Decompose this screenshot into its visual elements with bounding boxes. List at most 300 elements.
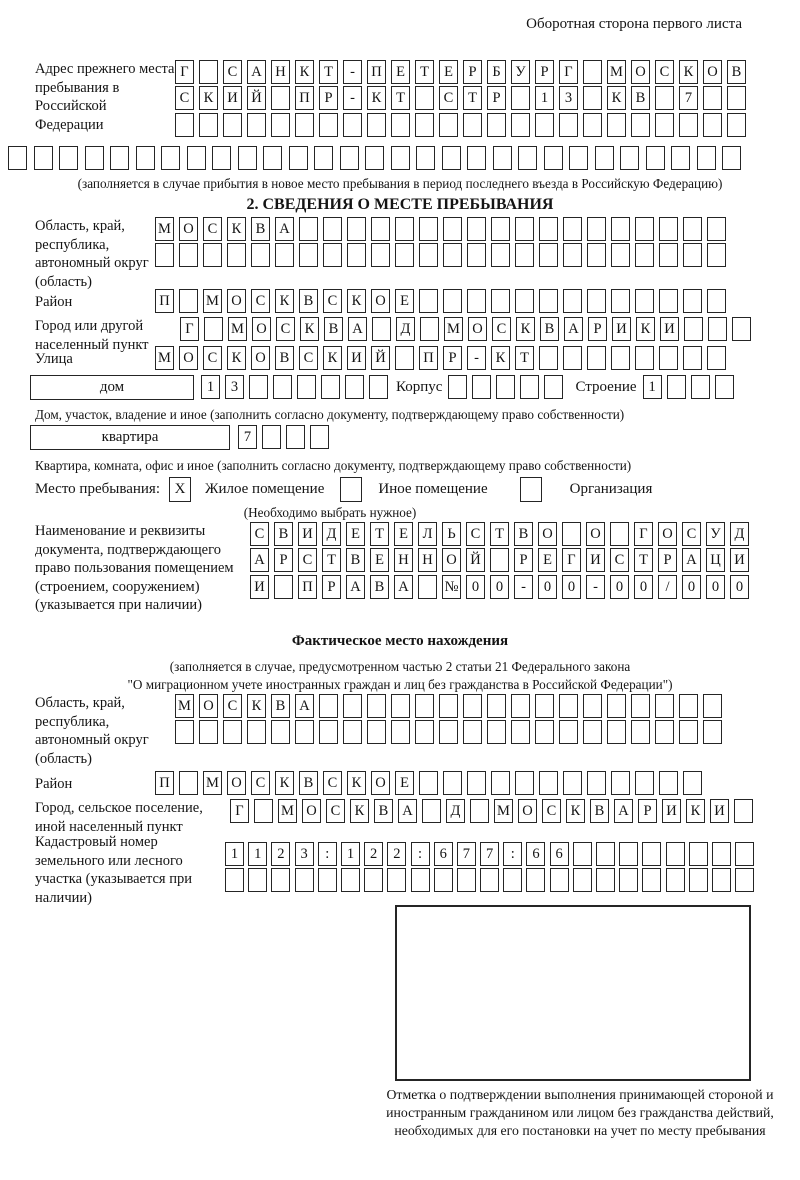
char-cell [443,217,462,241]
char-cell [395,346,414,370]
char-cell: Н [394,548,413,572]
char-cell [299,243,318,267]
char-cell: Т [490,522,509,546]
street-label: Улица [35,351,73,367]
char-cell [273,375,292,399]
char-cell: / [658,575,677,599]
checkbox-organizatsiya [520,477,542,502]
char-cell [539,771,558,795]
char-cell [607,113,626,137]
char-cell [703,694,722,718]
char-cell [319,694,338,718]
char-cell [295,113,314,137]
char-cell: О [586,522,605,546]
char-cell [683,289,702,313]
house-caption: Дом, участок, владение и иное (заполнить согласно документу, подтверждающему право собственности) [35,407,625,422]
char-cell: Е [370,548,389,572]
actual-location-caption-1: (заполняется в случае, предусмотренном частью 2 статьи 21 Федерального закона [169,659,631,674]
char-cell [631,694,650,718]
char-cell [463,720,482,744]
char-cell [415,86,434,110]
char-cell: А [295,694,314,718]
char-cell [463,113,482,137]
char-cell [223,720,242,744]
char-cell [611,289,630,313]
char-cell [635,346,654,370]
char-cell [254,799,273,823]
actual-city-field [35,799,753,836]
char-cell [535,113,554,137]
char-cell [271,720,290,744]
char-cell [487,694,506,718]
char-cell [595,146,614,170]
char-cell: С [682,522,701,546]
char-cell: О [227,771,246,795]
region-field [35,217,726,291]
char-cell: О [658,522,677,546]
char-cell: С [276,317,295,341]
char-cell [247,720,266,744]
char-cell [487,720,506,744]
char-cell [310,425,329,449]
char-cell [735,842,754,866]
char-cell: Д [322,522,341,546]
char-cell: О [199,694,218,718]
char-cell [511,694,530,718]
char-cell [583,720,602,744]
house-number-cells [201,375,388,399]
char-cell [491,217,510,241]
char-cell: Г [562,548,581,572]
actual-region-row-1 [175,694,722,718]
char-cell [583,60,602,84]
char-cell [345,375,364,399]
char-cell: К [607,86,626,110]
char-cell: У [706,522,725,546]
char-cell: Р [658,548,677,572]
char-cell [727,86,746,110]
char-cell: М [203,289,222,313]
char-cell [463,694,482,718]
prev-address-field [35,60,746,139]
char-cell [415,113,434,137]
char-cell [387,868,406,892]
char-cell: С [439,86,458,110]
char-cell [642,842,661,866]
char-cell: Р [638,799,657,823]
char-cell: Е [391,60,410,84]
char-cell [684,317,703,341]
char-cell: С [492,317,511,341]
char-cell [734,799,753,823]
cadastral-row-2 [225,868,754,892]
district-label: Район [35,294,73,310]
char-cell: И [586,548,605,572]
char-cell [679,720,698,744]
char-cell: И [347,346,366,370]
char-cell [263,146,282,170]
char-cell [420,317,439,341]
char-cell: М [155,217,174,241]
char-cell: С [251,771,270,795]
char-cell: 0 [610,575,629,599]
char-cell [347,217,366,241]
char-cell [659,243,678,267]
char-cell: М [444,317,463,341]
char-cell [611,243,630,267]
char-cell [247,113,266,137]
char-cell [419,771,438,795]
street-row [155,346,726,370]
city-label: Город или другой населенный пункт [35,318,149,353]
checkbox-inoe [340,477,362,502]
char-cell: М [175,694,194,718]
char-cell: К [323,346,342,370]
char-cell [271,113,290,137]
char-cell [493,146,512,170]
char-cell [550,868,569,892]
char-cell: О [703,60,722,84]
char-cell [563,289,582,313]
char-cell [319,720,338,744]
char-cell [583,86,602,110]
prev-address-row-2 [175,86,746,110]
char-cell [439,720,458,744]
char-cell [161,146,180,170]
char-cell [443,289,462,313]
char-cell: В [370,575,389,599]
char-cell: П [419,346,438,370]
char-cell [655,113,674,137]
char-cell [573,868,592,892]
char-cell [343,694,362,718]
char-cell [631,720,650,744]
char-cell [620,146,639,170]
char-cell [419,289,438,313]
char-cell [371,243,390,267]
char-cell [496,375,515,399]
char-cell [712,842,731,866]
char-cell [569,146,588,170]
char-cell [544,146,563,170]
char-cell [610,522,629,546]
char-cell [691,375,710,399]
confirmation-stamp-box [395,905,751,1081]
char-cell [318,868,337,892]
char-cell: А [398,799,417,823]
char-cell [467,146,486,170]
region-row-1 [155,217,726,241]
char-cell: А [250,548,269,572]
char-cell: Г [634,522,653,546]
char-cell [491,243,510,267]
char-cell: Й [466,548,485,572]
char-cell [448,375,467,399]
char-cell: К [350,799,369,823]
char-cell [439,694,458,718]
char-cell [583,694,602,718]
char-cell [518,146,537,170]
char-cell: 7 [679,86,698,110]
char-cell: Г [175,60,194,84]
char-cell [631,113,650,137]
char-cell [271,86,290,110]
char-cell [659,289,678,313]
prev-address-row-4 [8,146,741,170]
char-cell [683,217,702,241]
char-cell: С [298,548,317,572]
char-cell: 1 [535,86,554,110]
char-cell [187,146,206,170]
char-cell: 0 [466,575,485,599]
char-cell: К [516,317,535,341]
char-cell: 0 [538,575,557,599]
char-cell [372,317,391,341]
char-cell: О [442,548,461,572]
char-cell [487,113,506,137]
char-cell [511,113,530,137]
prev-address-caption: (заполняется в случае прибытия в новое место пребывания в период последнего въезда в Российскую Федерацию) [77,176,723,191]
char-cell [515,217,534,241]
char-cell [467,289,486,313]
char-cell: У [511,60,530,84]
char-cell [655,86,674,110]
char-cell: О [371,289,390,313]
char-cell: С [323,289,342,313]
char-cell [340,146,359,170]
char-cell: Р [322,575,341,599]
char-cell: К [686,799,705,823]
char-cell [679,113,698,137]
char-cell: К [247,694,266,718]
char-cell: 7 [457,842,476,866]
char-cell [587,346,606,370]
char-cell: Т [634,548,653,572]
char-cell: С [250,522,269,546]
char-cell: С [203,217,222,241]
char-cell: Д [396,317,415,341]
char-cell: : [503,842,522,866]
char-cell [179,771,198,795]
char-cell: 3 [295,842,314,866]
char-cell [535,694,554,718]
char-cell [286,425,305,449]
char-cell: В [374,799,393,823]
char-cell [251,243,270,267]
char-cell: 0 [682,575,701,599]
char-cell: К [347,771,366,795]
char-cell: Д [446,799,465,823]
char-cell: С [299,346,318,370]
char-cell [703,86,722,110]
char-cell: 1 [225,842,244,866]
char-cell: С [203,346,222,370]
char-cell [559,113,578,137]
char-cell [8,146,27,170]
char-cell [683,243,702,267]
char-cell: К [275,771,294,795]
char-cell: С [466,522,485,546]
char-cell: А [346,575,365,599]
document-field [35,522,749,615]
char-cell [587,243,606,267]
char-cell [712,868,731,892]
char-cell [607,720,626,744]
char-cell: К [679,60,698,84]
char-cell: Т [463,86,482,110]
char-cell [491,289,510,313]
char-cell [642,868,661,892]
district-field [35,289,726,315]
char-cell: О [468,317,487,341]
char-cell [467,771,486,795]
char-cell: С [326,799,345,823]
char-cell [689,842,708,866]
char-cell: Т [415,60,434,84]
char-cell: С [175,86,194,110]
char-cell: К [367,86,386,110]
char-cell: Р [588,317,607,341]
char-cell [295,720,314,744]
char-cell [635,289,654,313]
char-cell: А [394,575,413,599]
char-cell [646,146,665,170]
char-cell: Т [515,346,534,370]
char-cell: М [203,771,222,795]
char-cell: С [610,548,629,572]
char-cell: О [251,346,270,370]
char-cell [199,720,218,744]
char-cell: Р [535,60,554,84]
char-cell: К [227,217,246,241]
char-cell: К [300,317,319,341]
char-cell: С [323,771,342,795]
street-field [35,346,726,372]
char-cell: Г [230,799,249,823]
char-cell: П [155,771,174,795]
house-box [30,375,194,400]
char-cell: : [318,842,337,866]
char-cell [703,113,722,137]
stay-type-row [35,477,652,502]
char-cell: Р [319,86,338,110]
actual-district-label-text: Район [35,776,73,792]
char-cell: № [442,575,461,599]
char-cell [659,346,678,370]
char-cell [635,771,654,795]
char-cell [323,217,342,241]
char-cell: Н [271,60,290,84]
char-cell [110,146,129,170]
char-cell: Т [370,522,389,546]
char-cell [659,217,678,241]
char-cell: К [636,317,655,341]
char-cell [199,60,218,84]
char-cell [199,113,218,137]
char-cell: 1 [201,375,220,399]
region-label: Область, край, республика, автономный округ (область) [35,218,149,290]
char-cell: К [491,346,510,370]
char-cell: Е [394,522,413,546]
char-cell: Й [247,86,266,110]
char-cell [470,799,489,823]
char-cell [583,113,602,137]
char-cell [238,146,257,170]
char-cell [515,289,534,313]
char-cell: И [660,317,679,341]
char-cell [539,289,558,313]
actual-location-caption-2: "О миграционном учете иностранных граждан и лиц без гражданства в Российской Федерации") [127,677,673,692]
document-row-3 [250,575,749,599]
char-cell [683,346,702,370]
char-cell [223,113,242,137]
char-cell: И [223,86,242,110]
char-cell [526,868,545,892]
cadastral-field [35,833,754,907]
char-cell [457,868,476,892]
char-cell [341,868,360,892]
char-cell: : [411,842,430,866]
char-cell [391,694,410,718]
char-cell [697,146,716,170]
char-cell: А [682,548,701,572]
stroenie-label: Строение [575,379,637,395]
char-cell: - [514,575,533,599]
option-label-organizatsiya: Организация [569,481,653,497]
char-cell [467,217,486,241]
char-cell: К [275,289,294,313]
char-cell [659,771,678,795]
char-cell: К [199,86,218,110]
char-cell [563,217,582,241]
char-cell [136,146,155,170]
char-cell [666,868,685,892]
char-cell: 2 [387,842,406,866]
char-cell: В [299,289,318,313]
stay-type-label: Место пребывания: [35,481,160,497]
char-cell [415,694,434,718]
char-cell [434,868,453,892]
char-cell [274,575,293,599]
char-cell [249,375,268,399]
char-cell: Г [559,60,578,84]
char-cell: Г [180,317,199,341]
char-cell: А [564,317,583,341]
char-cell: С [542,799,561,823]
char-cell [155,243,174,267]
region-rows [155,217,726,270]
char-cell [175,113,194,137]
char-cell: 1 [248,842,267,866]
apartment-box-label: квартира [101,429,159,445]
char-cell [179,243,198,267]
char-cell [683,771,702,795]
char-cell: А [275,217,294,241]
char-cell: М [228,317,247,341]
char-cell: О [227,289,246,313]
char-cell [295,868,314,892]
char-cell [573,842,592,866]
char-cell [480,868,499,892]
char-cell: И [730,548,749,572]
char-cell [391,720,410,744]
char-cell [563,771,582,795]
char-cell [611,771,630,795]
char-cell: В [540,317,559,341]
char-cell [395,217,414,241]
char-cell [511,86,530,110]
char-cell [443,243,462,267]
